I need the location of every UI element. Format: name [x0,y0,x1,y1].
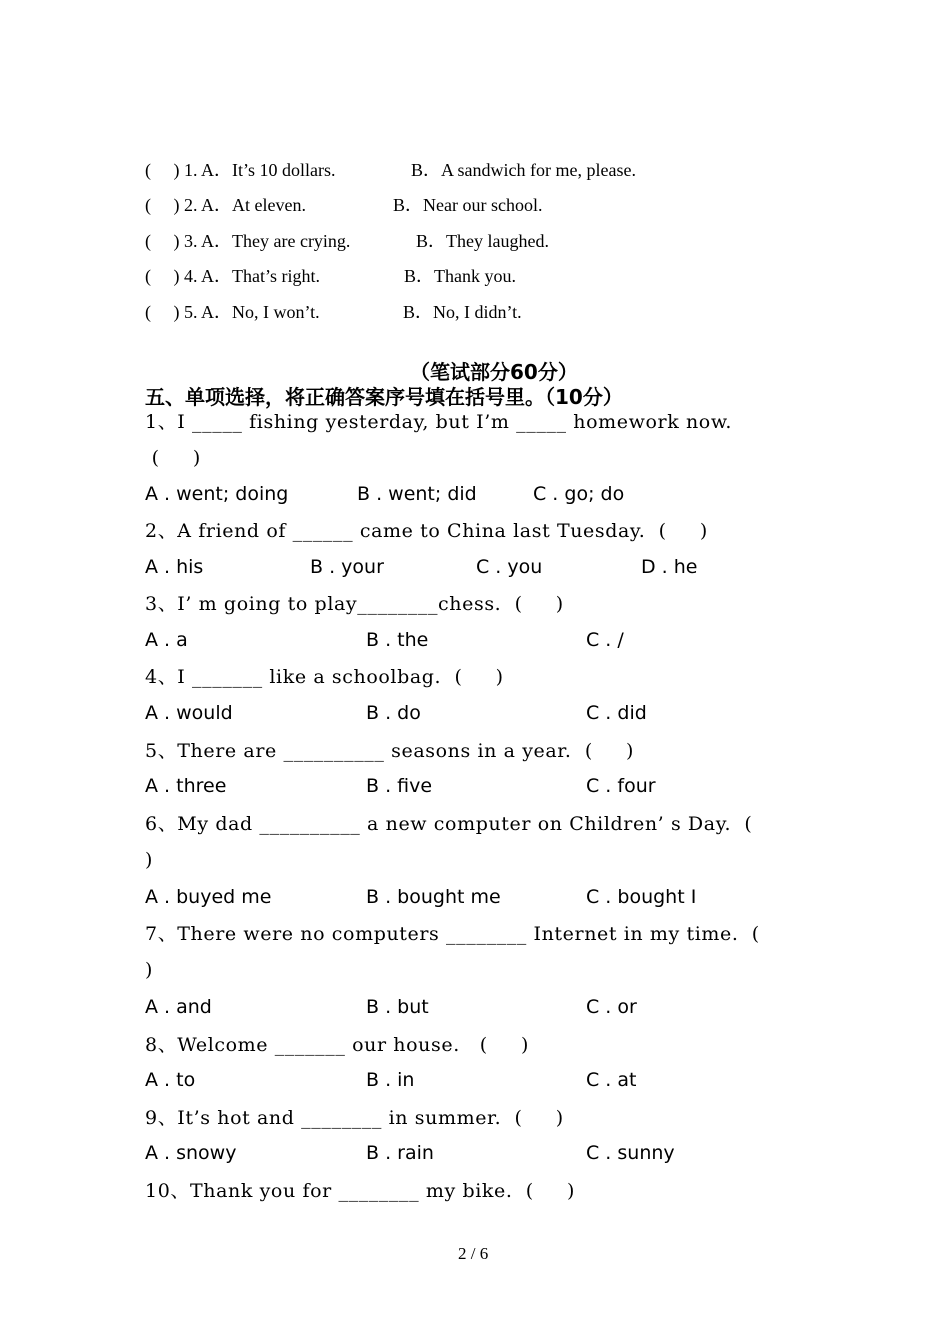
q7-option-c: C . or [586,996,637,1018]
listening-item-1-a: ( ) 1. A．It’s 10 dollars. [145,160,336,180]
listening-item-1-b: B．A sandwich for me, please. [411,160,636,180]
q5-option-a: A . three [145,775,227,797]
q9-option-c: C . sunny [586,1142,675,1164]
q4-option-b: B . do [366,702,421,724]
q8-option-c: C . at [586,1069,637,1091]
listening-item-2-a: ( ) 2. A．At eleven. [145,195,306,215]
q6-option-b: B . bought me [366,886,501,908]
q4-option-c: C . did [586,702,647,724]
q1-option-c: C . go; do [533,483,625,505]
listening-item-3-b: B．They laughed. [416,231,549,251]
question-7-bracket: ) [145,959,154,981]
listening-item-4-b: B．Thank you. [404,266,516,286]
q1-option-b: B . went; did [357,483,477,505]
q9-option-a: A . snowy [145,1142,237,1164]
section-five-title: 五、单项选择，将正确答案序号填在括号里。（10分） [145,385,623,409]
question-10: 10、Thank you for ________ my bike. ( ) [145,1180,576,1202]
page-number: 2 / 6 [458,1244,489,1263]
q6-option-a: A . buyed me [145,886,272,908]
listening-item-5-a: ( ) 5. A．No, I won’t. [145,302,320,322]
question-8: 8、Welcome _______ our house. ( ) [145,1034,529,1056]
q8-option-b: B . in [366,1069,415,1091]
listening-item-5-b: B．No, I didn’t. [403,302,522,322]
q3-option-b: B . the [366,629,429,651]
question-2: 2、A friend of ______ came to China last Tuesday. ( ) [145,520,708,542]
q9-option-b: B . rain [366,1142,434,1164]
q5-option-b: B . five [366,775,433,797]
q3-option-c: C . / [586,629,624,651]
question-5: 5、There are __________ seasons in a year. ( ) [145,740,635,762]
question-6: 6、My dad __________ a new computer on Children’ s Day. ( [145,813,753,835]
q5-option-c: C . four [586,775,656,797]
listening-item-3-a: ( ) 3. A．They are crying. [145,231,351,251]
q8-option-a: A . to [145,1069,196,1091]
q2-option-d: D . he [641,556,698,578]
question-7: 7、There were no computers ________ Internet in my time. ( [145,923,760,945]
question-4: 4、I _______ like a schoolbag. ( ) [145,666,504,688]
q6-option-c: C . bought I [586,886,697,908]
q2-option-c: C . you [476,556,543,578]
q2-option-b: B . your [310,556,384,578]
q3-option-a: A . a [145,629,188,651]
question-6-bracket: ) [145,849,154,871]
q4-option-a: A . would [145,702,233,724]
q1-option-a: A . went; doing [145,483,289,505]
listening-item-4-a: ( ) 4. A．That’s right. [145,266,320,286]
q7-option-b: B . but [366,996,429,1018]
written-section-title: （笔试部分60分） [410,360,578,384]
question-1-bracket: ( ) [145,447,201,469]
q2-option-a: A . his [145,556,204,578]
q7-option-a: A . and [145,996,212,1018]
question-1: 1、I _____ fishing yesterday, but I’m _____ homework now. [145,411,733,433]
question-3: 3、I’ m going to play________chess. ( ) [145,593,564,615]
listening-item-2-b: B．Near our school. [393,195,543,215]
question-9: 9、It’s hot and ________ in summer. ( ) [145,1107,564,1129]
